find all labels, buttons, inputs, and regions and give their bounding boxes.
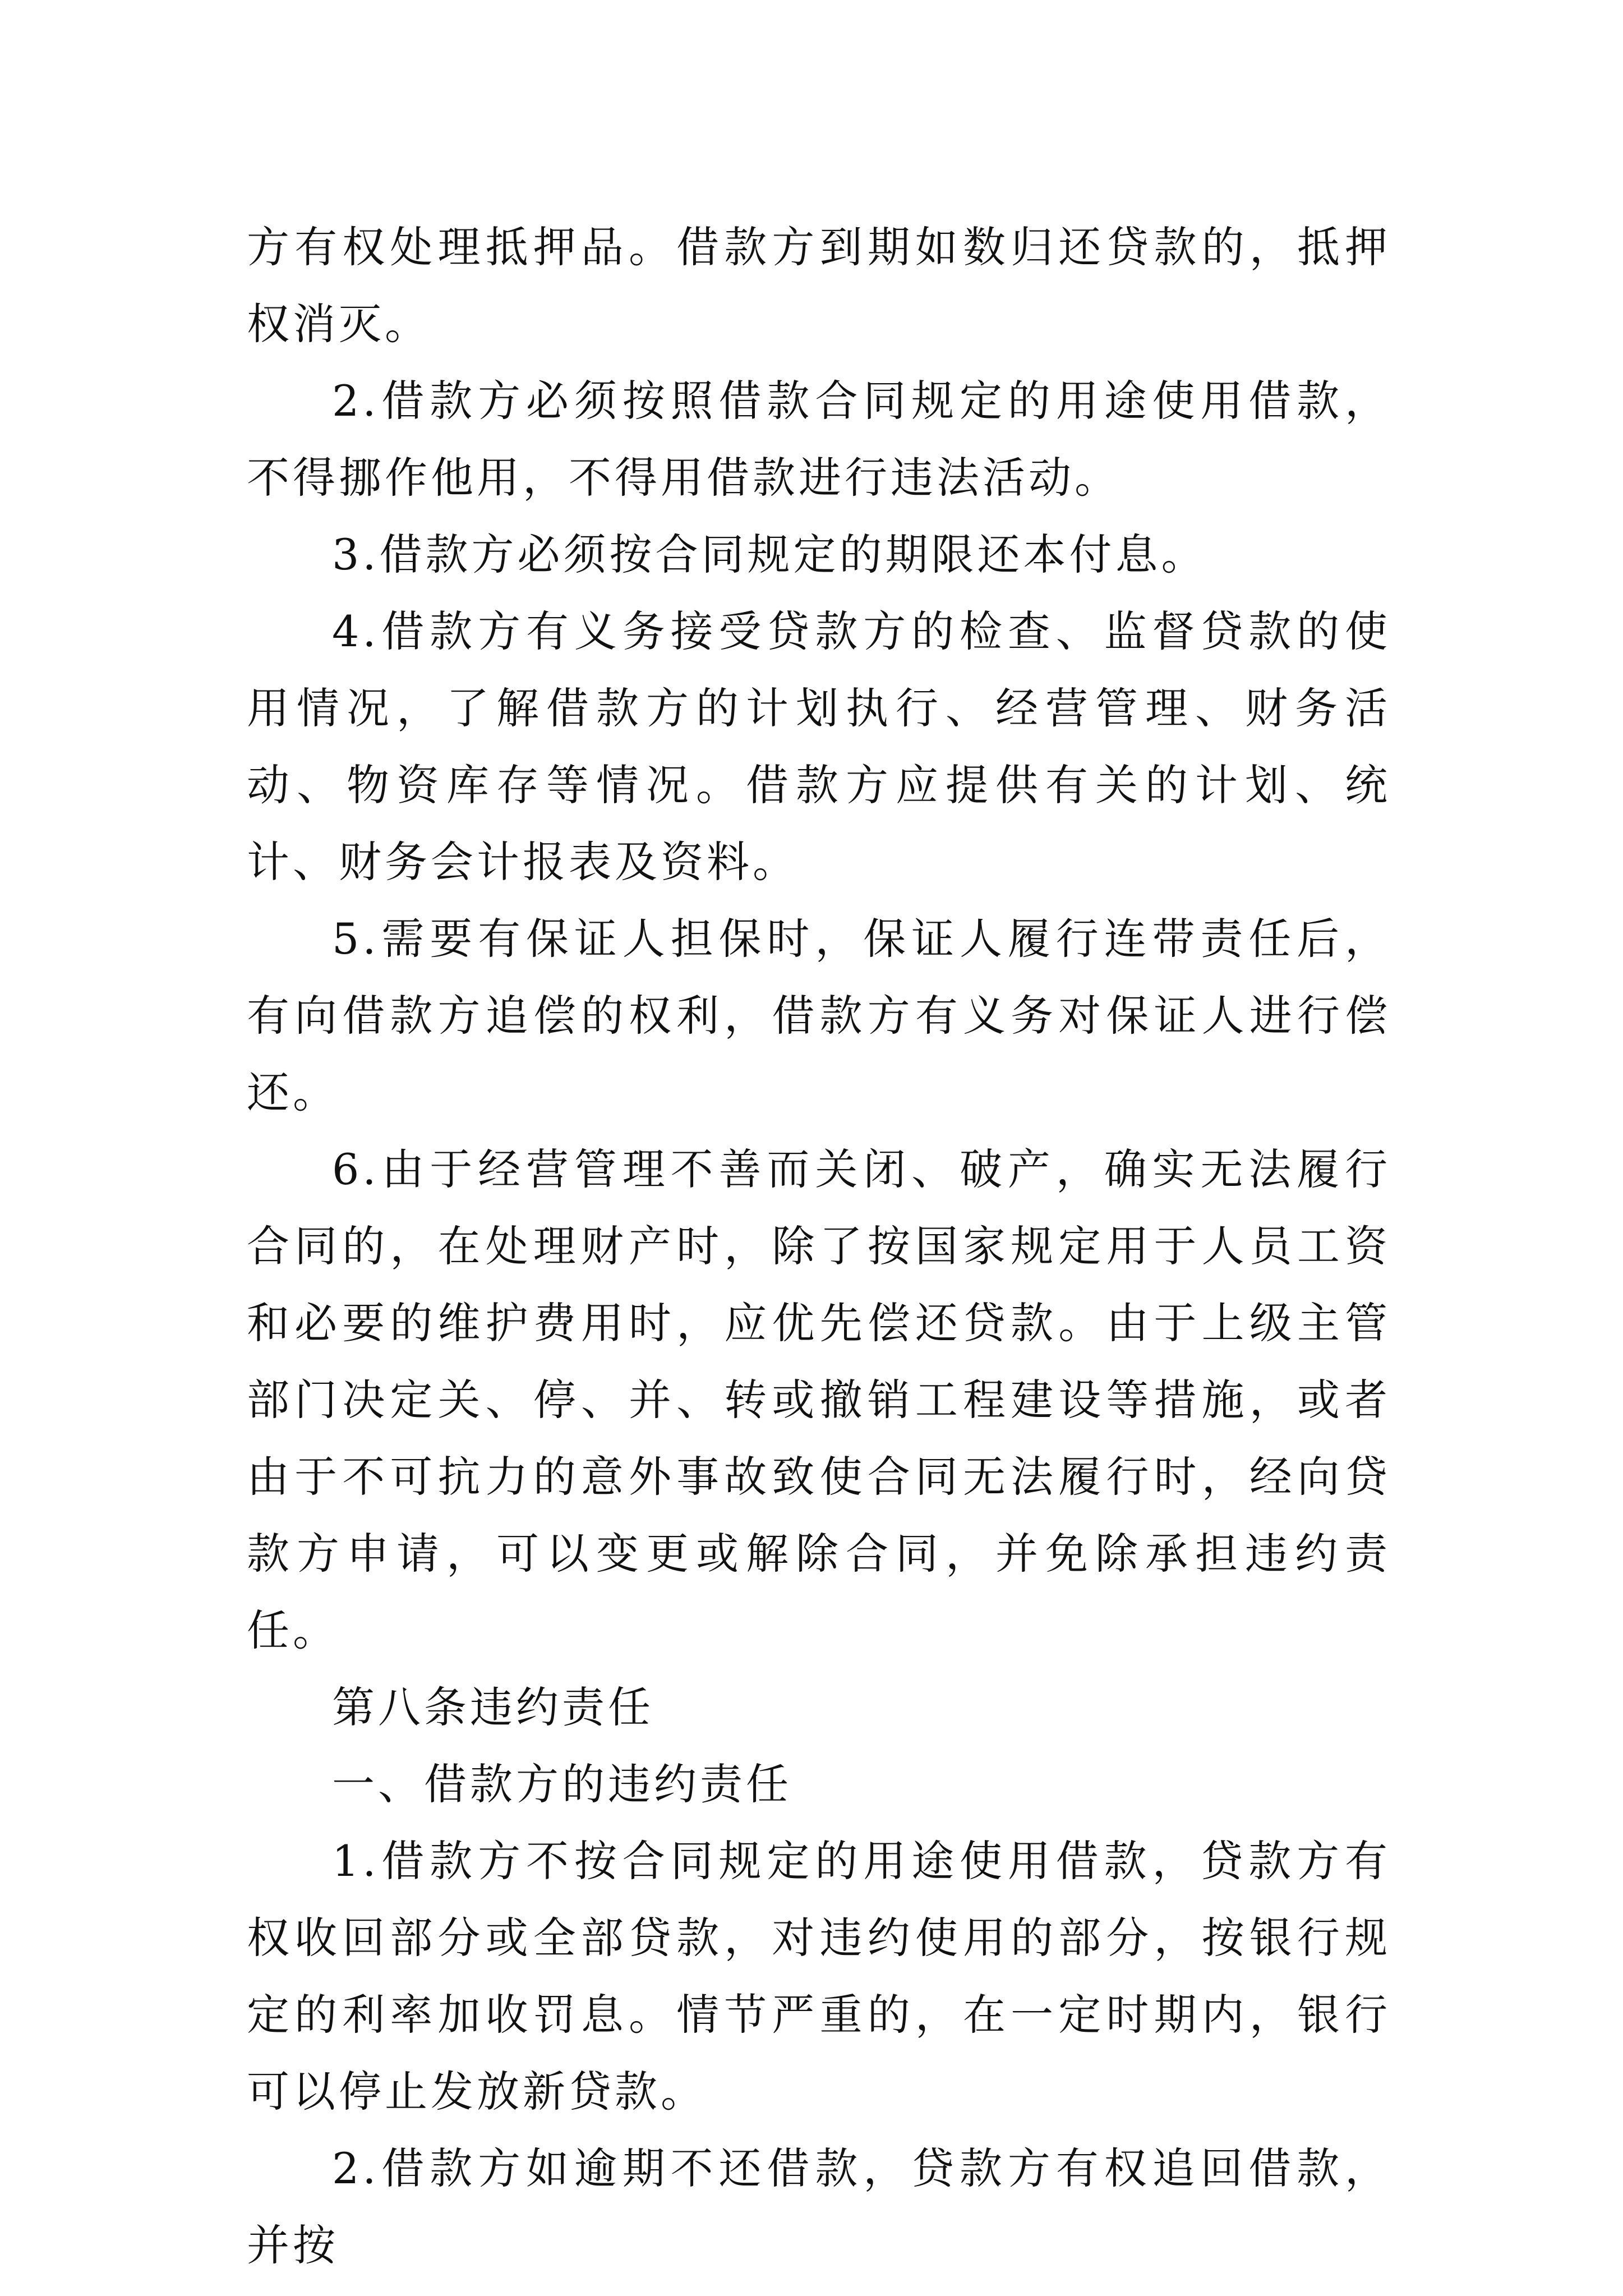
subsection-heading-borrower-liability: 一、借款方的违约责任 [332, 1759, 792, 1809]
paragraph-3: 3.借款方必须按合同规定的期限还本付息。 [332, 530, 1207, 579]
paragraph-2: 2.借款方必须按照借款合同规定的用途使用借款，不得挪作他用，不得用借款进行违法活动。 [247, 376, 1391, 503]
paragraph-7: 1.借款方不按合同规定的用途使用借款，贷款方有权收回部分或全部贷款，对违约使用的部分，按银行规定的利率加收罚息。情节严重的，在一定时期内，银行可以停止发放新贷款。 [247, 1836, 1391, 2116]
paragraph-1: 方有权处理抵押品。借款方到期如数归还贷款的，抵押权消灭。 [247, 222, 1391, 349]
paragraph-8: 2.借款方如逾期不还借款，贷款方有权追回借款，并按 [247, 2143, 1391, 2270]
paragraph-5: 5.需要有保证人担保时，保证人履行连带责任后，有向借款方追偿的权利，借款方有义务对保证人进行偿还。 [247, 914, 1391, 1117]
section-heading-article-8: 第八条违约责任 [332, 1682, 654, 1732]
paragraph-6: 6.由于经营管理不善而关闭、破产，确实无法履行合同的，在处理财产时，除了按国家规定用于人员工资和必要的维护费用时，应优先偿还贷款。由于上级主管部门决定关、停、并、转或撤销工程建设等措施，或者由于不可抗力的意外事故致使合同无法履行时，经向贷款方申请，可以变更或解除合同，并免除承担违约责任。 [247, 1144, 1391, 1655]
paragraph-4: 4.借款方有义务接受贷款方的检查、监督贷款的使用情况，了解借款方的计划执行、经营管理、财务活动、物资库存等情况。借款方应提供有关的计划、统计、财务会计报表及资料。 [247, 606, 1391, 887]
document-body [247, 209, 1391, 2284]
